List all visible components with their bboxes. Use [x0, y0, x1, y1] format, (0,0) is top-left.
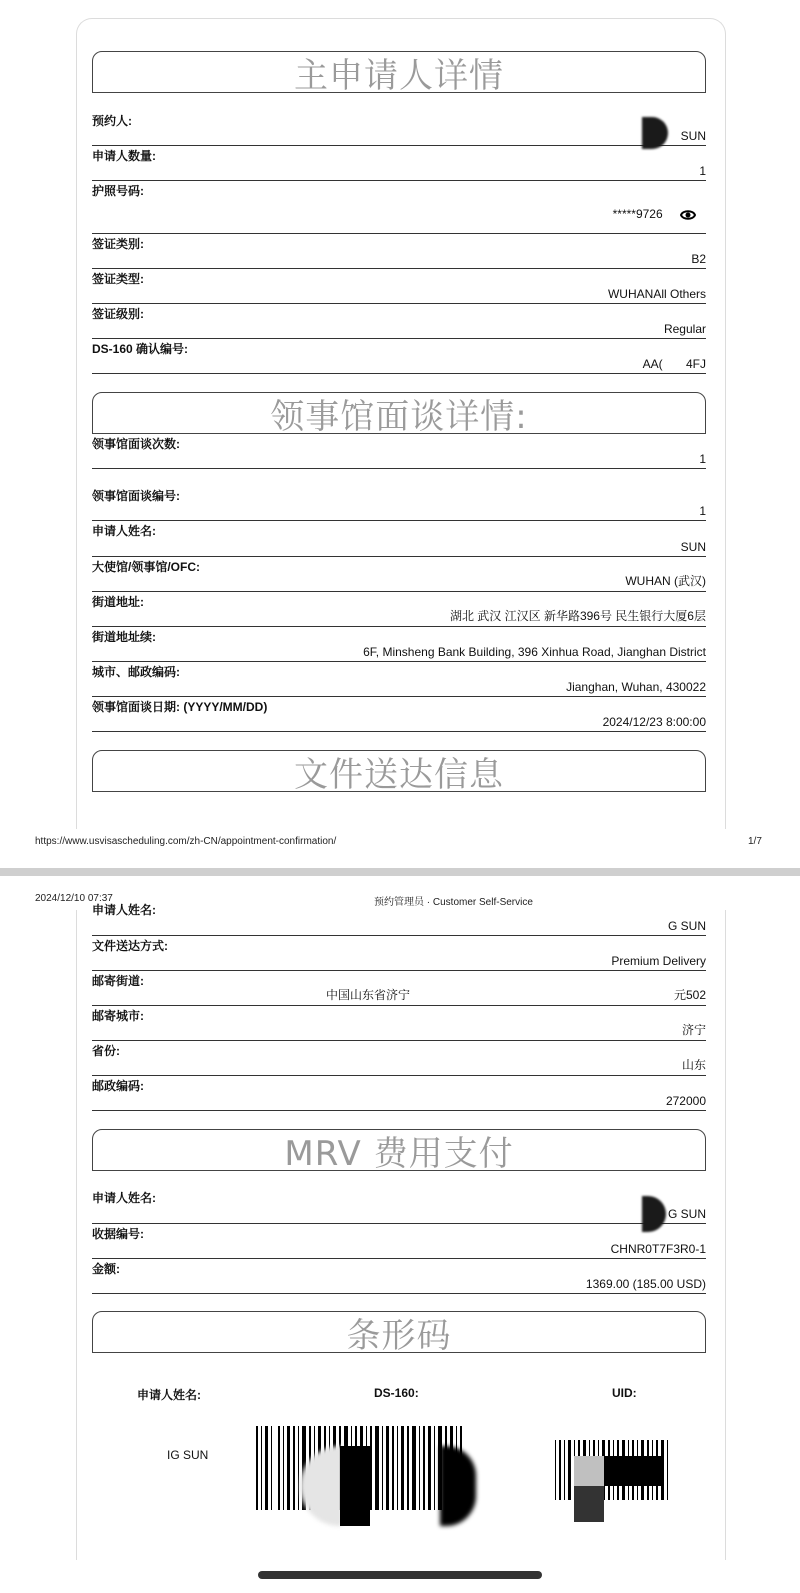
field-value: SUN: [680, 540, 706, 554]
field-delivery-method: [92, 937, 706, 971]
page-header-title: 预约管理员 · Customer Self-Service: [374, 897, 533, 908]
field-value: 6F, Minsheng Bank Building, 396 Xinhua Road, Jianghan District: [363, 645, 706, 659]
field-mail-city: [92, 1007, 706, 1041]
field-label: 领事馆面谈日期: (YYYY/MM/DD): [92, 700, 268, 714]
field-label: 预约人:: [92, 114, 132, 128]
barcode-col-uid-label: UID:: [612, 1386, 637, 1400]
field-province: [92, 1042, 706, 1076]
field-applicant-count: [92, 147, 706, 181]
home-indicator[interactable]: [258, 1571, 542, 1579]
field-value: CHNR0T7F3R0-1: [610, 1242, 706, 1256]
section-header-mrv: [92, 1129, 706, 1174]
field-label: 邮寄街道:: [92, 974, 144, 988]
field-applicant-name: [92, 522, 706, 557]
field-value: 济宁: [681, 1023, 706, 1037]
page-header-datetime: 2024/12/10 07:37: [35, 893, 113, 904]
field-value: AA( 4FJ: [642, 357, 706, 371]
field-label: 签证级别:: [92, 307, 144, 321]
field-value: 1: [699, 164, 706, 178]
redaction-mark: [574, 1486, 604, 1522]
field-label: 金额:: [92, 1262, 120, 1276]
field-value: Premium Delivery: [611, 954, 706, 968]
field-postal-code: [92, 1077, 706, 1111]
eye-icon[interactable]: [680, 209, 696, 221]
page-number: 1/7: [748, 836, 762, 847]
field-value: *****9726: [612, 207, 663, 221]
redaction-mark: [574, 1456, 604, 1486]
barcode-col-name-label: 申请人姓名:: [137, 1388, 201, 1402]
section-title: 领事馆面谈详情:: [270, 396, 528, 437]
field-label: 邮寄城市:: [92, 1009, 144, 1023]
field-value: 山东: [681, 1058, 706, 1072]
section-header-delivery: [92, 750, 706, 795]
field-label: 签证类别:: [92, 237, 144, 251]
redaction-mark: [604, 1456, 664, 1486]
field-interview-count: [92, 435, 706, 469]
field-value: 2024/12/23 8:00:00: [602, 715, 706, 729]
section-title: 主申请人详情: [294, 55, 504, 96]
field-label: 申请人姓名:: [92, 524, 156, 538]
section-header-barcode: [92, 1311, 706, 1356]
field-booker: [92, 112, 706, 146]
page-separator: [0, 868, 800, 876]
section-title: 文件送达信息: [294, 754, 504, 795]
field-label: 邮政编码:: [92, 1079, 144, 1093]
field-value: SUN: [680, 129, 706, 143]
section-header-applicant: [92, 51, 706, 96]
field-passport-number: [92, 182, 706, 234]
field-value-partial: 中国山东省济宁: [325, 988, 410, 1002]
field-value: 1369.00 (185.00 USD): [585, 1277, 706, 1291]
field-consulate: [92, 558, 706, 592]
field-label: 省份:: [92, 1044, 120, 1058]
section-title: 条形码: [346, 1315, 452, 1356]
field-value: G SUN: [667, 919, 706, 933]
barcode-col-ds160-label: DS-160:: [374, 1386, 419, 1400]
field-label: 领事馆面谈编号:: [92, 489, 180, 503]
field-value: Regular: [663, 322, 706, 336]
field-visa-level: [92, 305, 706, 339]
field-label: DS-160 确认编号:: [92, 342, 189, 356]
field-mail-street: [92, 972, 706, 1006]
section-title: MRV 费用支付: [284, 1133, 514, 1174]
field-receipt-number: [92, 1225, 706, 1259]
field-value: B2: [691, 252, 706, 266]
field-value: 272000: [665, 1094, 706, 1108]
field-value: 1: [699, 504, 706, 518]
field-amount: [92, 1260, 706, 1294]
page-footer-url: https://www.usvisascheduling.com/zh-CN/appointment-confirmation/: [35, 836, 337, 847]
field-value: G SUN: [667, 1207, 706, 1221]
field-city-postal: [92, 663, 706, 697]
field-street-address: [92, 593, 706, 627]
field-label: 签证类型:: [92, 272, 144, 286]
field-delivery-name: [92, 901, 706, 936]
field-interview-number: [92, 487, 706, 521]
field-label: 申请人姓名:: [92, 1191, 156, 1205]
field-label: 申请人姓名:: [92, 903, 156, 917]
redaction-mark: [340, 1446, 370, 1526]
field-payment-name: [92, 1189, 706, 1224]
field-label: 申请人数量:: [92, 149, 156, 163]
field-ds160-number: [92, 340, 706, 374]
ds160-barcode: [256, 1426, 546, 1510]
section-header-interview: [92, 392, 706, 437]
field-value: WUHANAll Others: [607, 287, 706, 301]
field-value: 湖北 武汉 江汉区 新华路396号 民生银行大厦6层: [449, 609, 706, 623]
field-label: 文件送达方式:: [92, 939, 168, 953]
field-label: 收据编号:: [92, 1227, 144, 1241]
field-value: Jianghan, Wuhan, 430022: [566, 680, 706, 694]
field-label: 街道地址续:: [92, 630, 156, 644]
field-label: 大使馆/领事馆/OFC:: [92, 560, 200, 574]
field-label: 城市、邮政编码:: [92, 665, 180, 679]
field-visa-class: [92, 235, 706, 269]
field-visa-type: [92, 270, 706, 304]
field-label: 街道地址:: [92, 595, 144, 609]
field-value: WUHAN (武汉): [625, 574, 706, 588]
field-value: 元502: [673, 988, 706, 1002]
field-street-address-2: [92, 628, 706, 662]
field-label: 领事馆面谈次数:: [92, 437, 180, 451]
field-value: 1: [699, 452, 706, 466]
barcode-name-value: IG SUN: [167, 1448, 209, 1462]
field-interview-date: [92, 698, 706, 732]
field-label: 护照号码:: [92, 184, 144, 198]
